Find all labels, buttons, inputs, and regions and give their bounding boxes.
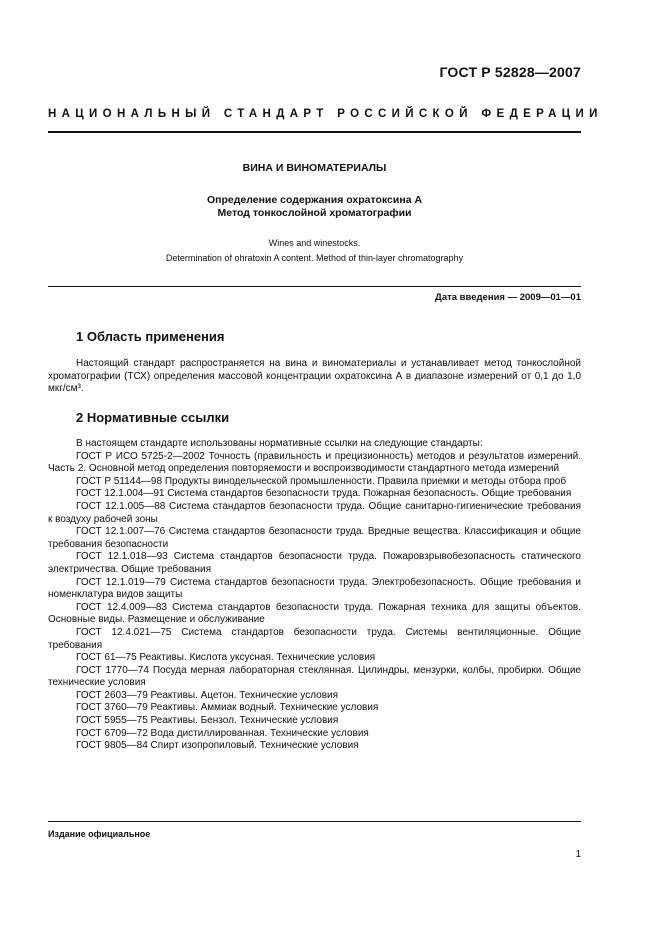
- references-list: [48, 438, 581, 753]
- national-standard-banner: НАЦИОНАЛЬНЫЙ СТАНДАРТ РОССИЙСКОЙ ФЕДЕРАЦИИ: [48, 108, 603, 120]
- english-title-line-2: Determination of ohratoxin A content. Method of thin-layer chromatography: [165, 253, 464, 263]
- section-1-text: Настоящий стандарт распространяется на вина и виноматериалы и устанавливает метод тонкослойной хроматографии (ТСХ) определения массовой концентрации охратоксина А в диапазоне измерений от 0,1 до 1,0 мкг/см³.: [48, 358, 581, 395]
- reference-item: ГОСТ 9805—84 Спирт изопропиловый. Технические условия: [76, 740, 359, 752]
- reference-item: ГОСТ 12.4.009—83 Система стандартов безопасности труда. Пожарная техника для защиты объектов. Основные виды. Размещение и обслуживание: [48, 601, 581, 626]
- english-title-line-1: Wines and winestocks.: [268, 238, 361, 248]
- reference-item: ГОСТ 2603—79 Реактивы. Ацетон. Технические условия: [76, 689, 339, 701]
- reference-item: ГОСТ 12.4.021—75 Система стандартов безопасности труда. Системы вентиляционные. Общие требования: [48, 626, 581, 651]
- document-number: ГОСТ Р 52828—2007: [439, 64, 581, 80]
- reference-item: ГОСТ 12.1.004—91 Система стандартов безопасности труда. Пожарная безопасность. Общие требования: [76, 488, 572, 500]
- reference-item: ГОСТ 1770—74 Посуда мерная лабораторная стеклянная. Цилиндры, мензурки, колбы, пробирки. Общие технические условия: [48, 664, 581, 689]
- introduction-date: Дата введения — 2009—01—01: [435, 292, 581, 303]
- english-title: [48, 236, 581, 266]
- reference-item: ГОСТ Р 51144—98 Продукты винодельческой промышленности. Правила приемки и методы отбора проб: [76, 475, 567, 487]
- section-1-heading: 1 Область применения: [76, 329, 225, 344]
- reference-item: ГОСТ 12.1.007—76 Система стандартов безопасности труда. Вредные вещества. Классификация и общие требования безопасности: [48, 526, 581, 550]
- bottom-rule: [48, 821, 581, 822]
- subtitle-line-2: Метод тонкослойной хроматографии: [217, 207, 412, 219]
- reference-item: ГОСТ 12.1.019—79 Система стандартов безопасности труда. Электробезопасность. Общие требования и номенклатура видов защиты: [48, 576, 581, 601]
- reference-item: ГОСТ Р ИСО 5725-2—2002 Точность (правильность и прецизионность) методов и результатов измерений. Часть 2. Основной метод определения повторяемости и воспроизводимости стандартного метода измерений: [48, 450, 581, 475]
- top-rule: [48, 131, 581, 133]
- reference-item: ГОСТ 5955—75 Реактивы. Бензол. Технические условия: [76, 715, 339, 727]
- section-2-heading: 2 Нормативные ссылки: [76, 410, 230, 425]
- reference-item: ГОСТ 61—75 Реактивы. Кислота уксусная. Технические условия: [76, 652, 376, 664]
- middle-rule: [48, 286, 581, 287]
- page-number: 1: [575, 849, 581, 860]
- reference-item: ГОСТ 6709—72 Вода дистиллированная. Технические условия: [76, 727, 369, 739]
- document-subtitle: [48, 194, 581, 220]
- reference-item: ГОСТ 3760—79 Реактивы. Аммиак водный. Технические условия: [76, 702, 379, 714]
- subtitle-line-1: Определение содержания охратоксина А: [206, 194, 423, 206]
- reference-item: ГОСТ 12.1.005—88 Система стандартов безопасности труда. Общие санитарно-гигиенические требования к воздуху рабочей зоны: [48, 500, 581, 525]
- document-title: ВИНА И ВИНОМАТЕРИАЛЫ: [242, 162, 387, 174]
- edition-label: Издание официальное: [48, 829, 151, 839]
- reference-item: ГОСТ 12.1.018—93 Система стандартов безопасности труда. Пожаровзрывобезопасность статического электричества. Общие требования: [48, 551, 581, 575]
- reference-item: В настоящем стандарте использованы нормативные ссылки на следующие стандарты:: [76, 438, 483, 449]
